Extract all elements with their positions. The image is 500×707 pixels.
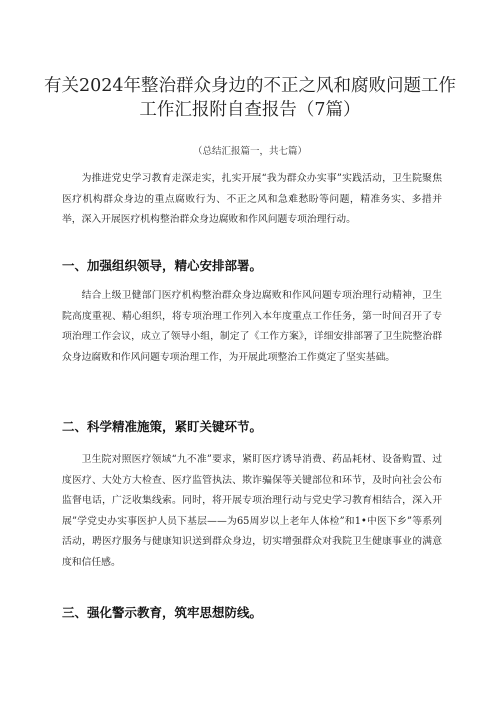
document-title bbox=[30, 74, 470, 122]
document-subtitle: （总结汇报篇一，共七篇） bbox=[192, 146, 307, 157]
section-heading-1: 一、加强组织领导，精心安排部署。 bbox=[62, 258, 263, 273]
title-line-2: 工作汇报附自查报告（7篇） bbox=[139, 100, 361, 120]
section-body-2: 卫生院对照医疗领域“九不准”要求，紧盯医疗诱导消费、药品耗材、设备购置、过度医疗、大处方大检查、医疗监管执法、欺诈骗保等关键部位和环节，及时向社会公布监督电话，广泛收集线索。同时，将开展专项治理行动与党史学习教育相结合，深入开展”学党史办实事医护人员下基层——为65周岁以上老年人体检”和1•中医下乡”等系列活动，聘医疗服务与健康知识送到群众身边，切实增强群众对我院卫生健康事业的满意度和信任感。 bbox=[62, 454, 442, 568]
section-heading-2: 二、科学精准施策，紧盯关键环节。 bbox=[62, 419, 263, 434]
intro-paragraph: 为推进党史学习教育走深走实，扎实开展“我为群众办实事”实践活动，卫生院聚焦医疗机构群众身边的重点腐败行为、不正之风和急难愁盼等问题，精准务实、多措并举，深入开展医疗机构整治群众身边腐败和作风问题专项治理行动。 bbox=[62, 173, 442, 225]
title-line-1: 有关2024年整治群众身边的不正之风和腐败问题工作 bbox=[43, 76, 457, 96]
section-body-1: 结合上级卫健部门医疗机构整治群众身边腐败和作风问题专项治理行动精神，卫生院高度重视、精心组织，将专项治理工作列入本年度重点工作任务，第一时间召开了专项治理工作会议，成立了领导小组，制定了《工作方案》，详细安排部署了卫生院整治群众身边腐败和作风问题专项治理工作，为开展此项整治工作奠定了坚实基础。 bbox=[62, 290, 442, 363]
section-heading-3: 三、强化警示教育，筑牢思想防线。 bbox=[62, 605, 263, 620]
